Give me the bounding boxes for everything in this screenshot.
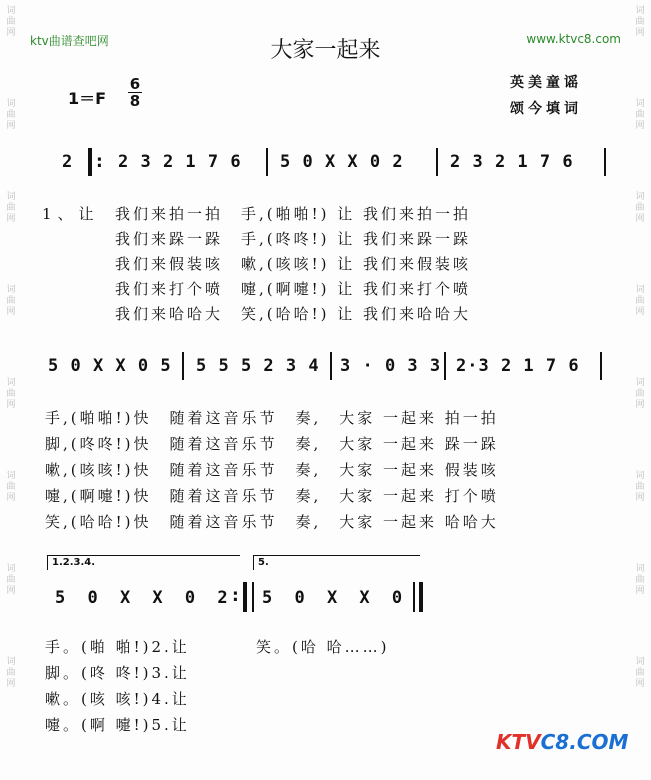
watermark: 词曲网 [6, 99, 16, 131]
final-barline-thick [419, 582, 423, 612]
logo-part: C8 [540, 730, 570, 754]
lyric-line: 我们来跺一跺 手,(咚咚!) 让 我们来跺一跺 [115, 230, 472, 248]
site-logo [496, 730, 628, 754]
lyric-line: 嗽,(咳咳!)快 随着这音乐节 奏, 大家 一起来 假装咳 [45, 461, 499, 479]
lyric-line: 手。(啪 啪!)2.让 [45, 638, 190, 656]
watermark: 词曲网 [635, 564, 645, 596]
barline [444, 352, 446, 380]
lyric-line: 笑,(哈哈!)快 随着这音乐节 奏, 大家 一起来 哈哈大 [45, 513, 499, 531]
lyric-line-final: 笑。(哈 哈……) [256, 638, 390, 656]
time-signature [128, 76, 142, 109]
barline [266, 148, 268, 176]
second-ending-label: 5. [258, 557, 269, 568]
logo-part: .COM [569, 730, 629, 754]
watermark: 词曲网 [6, 471, 16, 503]
repeat-end-bar [243, 582, 247, 612]
right-watermark-column [633, 0, 647, 780]
watermark: 词曲网 [635, 471, 645, 503]
barline [252, 582, 254, 612]
watermark: 词曲网 [635, 192, 645, 224]
watermark: 词曲网 [635, 378, 645, 410]
watermark: 词曲网 [635, 99, 645, 131]
verse-number: 1、让 [42, 205, 100, 223]
first-ending-label: 1.2.3.4. [52, 557, 96, 568]
measure-1: 2 3 2 1 7 6 [118, 152, 242, 172]
measure-2: 5 0 X X 0 2 [280, 152, 404, 172]
watermark: 词曲网 [6, 192, 16, 224]
barline [330, 352, 332, 380]
measure-6: 3 · 0 3 3 [340, 356, 442, 376]
barline [182, 352, 184, 380]
watermark: 词曲网 [6, 378, 16, 410]
key-signature: 1＝F [68, 89, 107, 108]
watermark: 词曲网 [6, 657, 16, 689]
lyric-line: 手,(啪啪!)快 随着这音乐节 奏, 大家 一起来 拍一拍 [45, 409, 499, 427]
measure-5: 5 5 5 2 3 4 [196, 356, 320, 376]
lyric-line: 嗽。(咳 咳!)4.让 [45, 690, 190, 708]
watermark: 词曲网 [635, 285, 645, 317]
time-signature-bottom: 8 [129, 92, 141, 110]
barline [436, 148, 438, 176]
watermark: 词曲网 [6, 6, 16, 38]
measure-7: 2·3 2 1 7 6 [456, 356, 580, 376]
barline [600, 352, 602, 380]
pickup-note: 2 [62, 152, 74, 172]
measure-3: 2 3 2 1 7 6 [450, 152, 574, 172]
lyric-line: 嚏,(啊嚏!)快 随着这音乐节 奏, 大家 一起来 打个喷 [45, 487, 499, 505]
watermark: 词曲网 [635, 6, 645, 38]
time-signature-top: 6 [129, 75, 141, 93]
second-ending-bracket [253, 555, 420, 570]
logo-part: KTV [496, 730, 541, 754]
credit-lyricist: 颂今填词 [510, 101, 582, 117]
watermark: 词曲网 [6, 564, 16, 596]
site-url-right: www.ktvc8.com [526, 32, 621, 46]
watermark: 词曲网 [635, 657, 645, 689]
measure-4: 5 0 X X 0 5 [48, 356, 172, 376]
lyric-line: 我们来哈哈大 笑,(哈哈!) 让 我们来哈哈大 [115, 305, 472, 323]
measure-8: 5 0 X X 0 2 [55, 588, 234, 608]
lyric-line: 我们来拍一拍 手,(啪啪!) 让 我们来拍一拍 [115, 205, 472, 223]
measure-9: 5 0 X X 0 [262, 588, 409, 608]
site-name-left: ktv曲谱查吧网 [30, 34, 109, 48]
repeat-end-dots: : [232, 586, 239, 606]
credit-origin: 英美童谣 [510, 75, 582, 91]
barline [604, 148, 606, 176]
lyric-line: 脚,(咚咚!)快 随着这音乐节 奏, 大家 一起来 跺一跺 [45, 435, 499, 453]
repeat-bar [88, 148, 92, 176]
repeat-dots: : [96, 152, 103, 172]
lyric-line: 我们来打个喷 嚏,(啊嚏!) 让 我们来打个喷 [115, 280, 472, 298]
song-title: 大家一起来 [270, 38, 381, 63]
final-barline-thin [413, 582, 415, 612]
watermark: 词曲网 [6, 285, 16, 317]
lyric-line: 脚。(咚 咚!)3.让 [45, 664, 190, 682]
first-ending-bracket [47, 555, 240, 570]
left-watermark-column [4, 0, 18, 780]
lyric-line: 嚏。(啊 嚏!)5.让 [45, 716, 190, 734]
lyric-line: 我们来假装咳 嗽,(咳咳!) 让 我们来假装咳 [115, 255, 472, 273]
